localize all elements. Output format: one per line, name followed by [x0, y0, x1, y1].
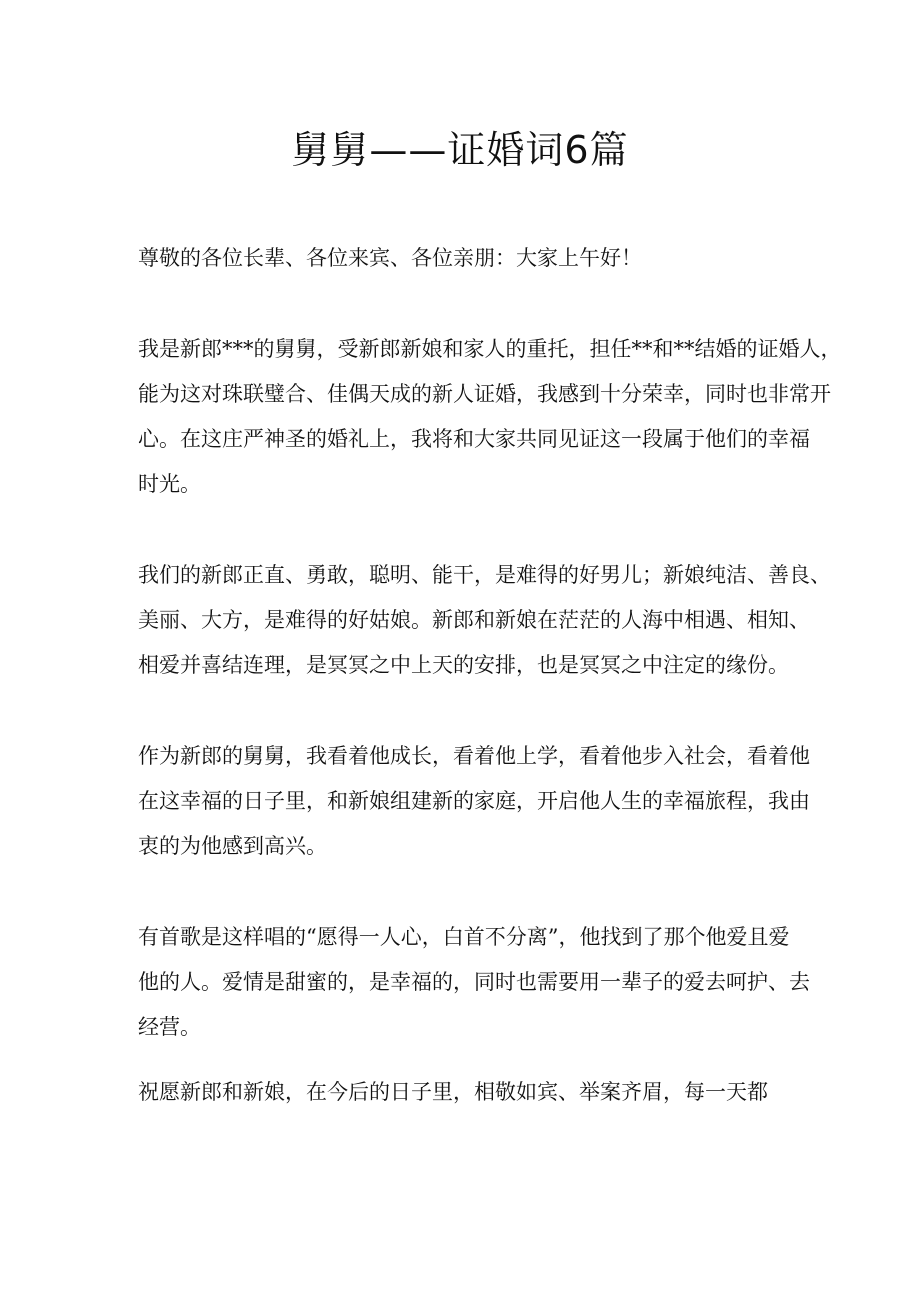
text-line: 我是新郎***的舅舅，受新郎新娘和家人的重托，担任**和**结婚的证婚人， [138, 337, 842, 361]
couple-paragraph [138, 553, 831, 688]
text-line: 心。在这庄严神圣的婚礼上，我将和大家共同见证这一段属于他们的幸福 [138, 427, 810, 451]
paragraph-gap [138, 869, 798, 915]
text-line: 有首歌是这样唱的“愿得一人心，白首不分离”，他找到了那个他爱且爱 [138, 925, 790, 949]
greeting-paragraph [138, 236, 798, 281]
text-line: 作为新郎的舅舅，我看着他成长，看着他上学，看着他步入社会，看着他 [138, 744, 810, 768]
text-line: 能为这对珠联璧合、佳偶天成的新人证婚，我感到十分荣幸，同时也非常开 [138, 382, 831, 406]
document-body [138, 236, 842, 1115]
paragraph-gap [138, 688, 798, 734]
text-line: 他的人。爱情是甜蜜的，是幸福的，同时也需要用一辈子的爱去呵护、去 [138, 970, 810, 994]
text-line: 衷的为他感到高兴。 [138, 834, 327, 858]
paragraph-gap [138, 507, 798, 553]
text-line: 经营。 [138, 1015, 201, 1039]
text-line: 我们的新郎正直、勇敢，聪明、能干，是难得的好男儿；新娘纯洁、善良、 [138, 563, 831, 587]
text-line: 祝愿新郎和新娘，在今后的日子里，相敬如宾、举案齐眉，每一天都 [138, 1080, 768, 1104]
song-paragraph [138, 915, 810, 1050]
paragraph-gap [138, 1050, 798, 1070]
text-line: 美丽、大方，是难得的好姑娘。新郎和新娘在茫茫的人海中相遇、相知、 [138, 608, 810, 632]
intro-paragraph [138, 327, 842, 507]
text-line: 在这幸福的日子里，和新娘组建新的家庭，开启他人生的幸福旅程，我由 [138, 789, 810, 813]
uncle-paragraph [138, 734, 810, 869]
text-line: 相爱并喜结连理，是冥冥之中上天的安排，也是冥冥之中注定的缘份。 [138, 653, 789, 677]
document-title: 舅舅——证婚词6篇 [291, 128, 629, 172]
blessing-paragraph [138, 1070, 798, 1115]
text-line: 时光。 [138, 472, 201, 496]
text-line: 尊敬的各位长辈、各位来宾、各位亲朋：大家上午好！ [138, 246, 642, 270]
paragraph-gap [138, 281, 798, 327]
